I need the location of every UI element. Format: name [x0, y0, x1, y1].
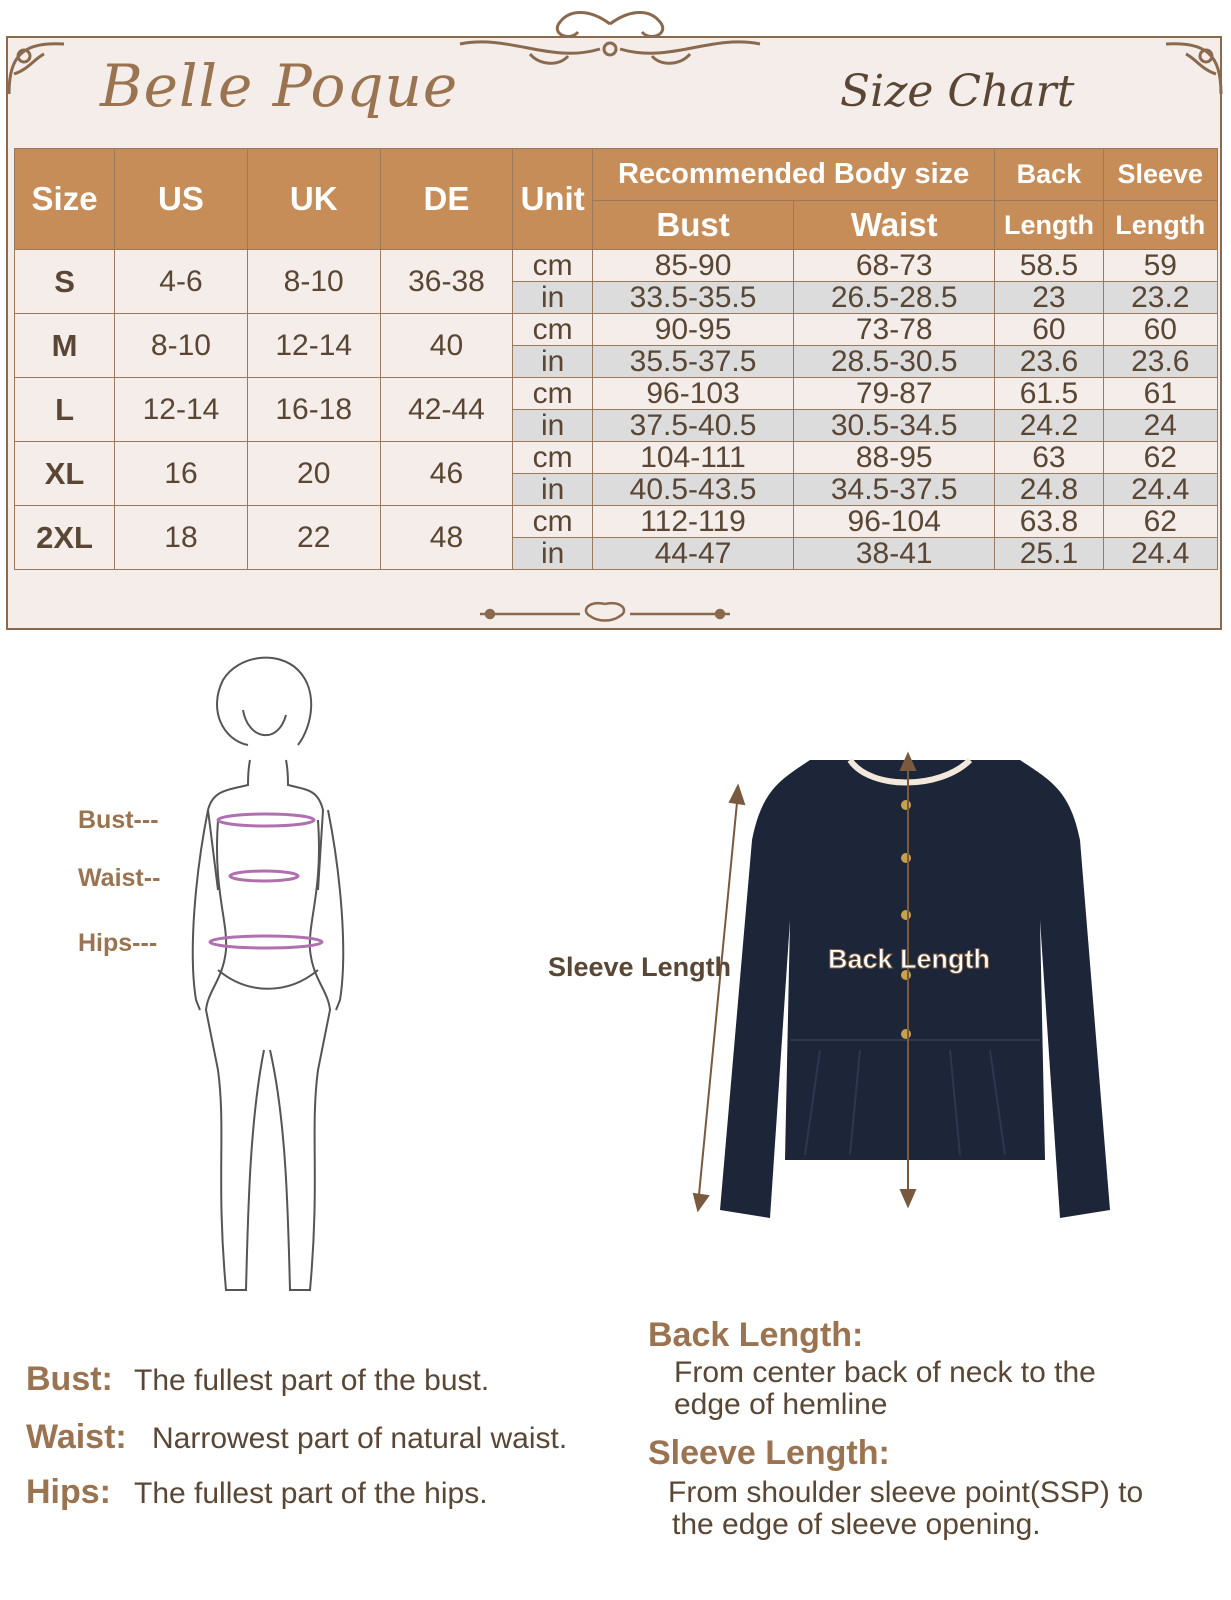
in-sleeve-cell: 23.2	[1103, 282, 1217, 314]
de-size-cell: 46	[380, 442, 513, 506]
corner-left-ornament	[4, 34, 74, 104]
in-waist-cell: 34.5-37.5	[794, 474, 995, 506]
in-back-cell: 23.6	[995, 346, 1103, 378]
size-table	[14, 148, 1218, 570]
in-bust-cell: 37.5-40.5	[592, 410, 793, 442]
cm-sleeve-cell: 60	[1103, 314, 1217, 346]
cm-unit-cell: cm	[513, 378, 593, 410]
in-sleeve-cell: 24.4	[1103, 474, 1217, 506]
sleeve-length-definition-term: Sleeve Length:	[648, 1434, 890, 1472]
cm-sleeve-cell: 59	[1103, 250, 1217, 282]
size-cell: S	[15, 250, 115, 314]
header-back-2: Length	[995, 201, 1103, 250]
cm-unit-cell: cm	[513, 250, 593, 282]
back-length-definition-term: Back Length:	[648, 1316, 864, 1354]
cm-bust-cell: 85-90	[592, 250, 793, 282]
de-size-cell: 42-44	[380, 378, 513, 442]
in-unit-cell: in	[513, 410, 593, 442]
cm-bust-cell: 90-95	[592, 314, 793, 346]
header-us: US	[115, 149, 248, 250]
sleeve-length-definition-line-2: the edge of sleeve opening.	[672, 1508, 1041, 1541]
uk-size-cell: 12-14	[247, 314, 380, 378]
us-size-cell: 18	[115, 506, 248, 570]
table-row	[15, 506, 1218, 538]
hips-definition-term: Hips:	[26, 1473, 111, 1511]
uk-size-cell: 22	[247, 506, 380, 570]
cm-sleeve-cell: 62	[1103, 506, 1217, 538]
uk-size-cell: 20	[247, 442, 380, 506]
in-unit-cell: in	[513, 346, 593, 378]
in-unit-cell: in	[513, 474, 593, 506]
header-waist: Waist	[794, 201, 995, 250]
table-row	[15, 442, 1218, 474]
de-size-cell: 48	[380, 506, 513, 570]
back-length-label: Back Length	[828, 944, 991, 974]
us-size-cell: 8-10	[115, 314, 248, 378]
page-title: Size Chart	[840, 66, 1075, 117]
cm-bust-cell: 104-111	[592, 442, 793, 474]
sleeve-length-definition-line-1: From shoulder sleeve point(SSP) to	[668, 1476, 1144, 1509]
in-waist-cell: 28.5-30.5	[794, 346, 995, 378]
cm-sleeve-cell: 61	[1103, 378, 1217, 410]
bust-label: Bust---	[78, 806, 159, 834]
cm-bust-cell: 96-103	[592, 378, 793, 410]
cm-waist-cell: 96-104	[794, 506, 995, 538]
in-unit-cell: in	[513, 282, 593, 314]
cm-bust-cell: 112-119	[592, 506, 793, 538]
de-size-cell: 36-38	[380, 250, 513, 314]
in-waist-cell: 38-41	[794, 538, 995, 570]
jacket-illustration	[690, 750, 1130, 1230]
back-length-definition-line-1: From center back of neck to the	[674, 1356, 1096, 1389]
cm-sleeve-cell: 62	[1103, 442, 1217, 474]
in-waist-cell: 26.5-28.5	[794, 282, 995, 314]
size-cell: XL	[15, 442, 115, 506]
header-unit: Unit	[513, 149, 593, 250]
in-bust-cell: 40.5-43.5	[592, 474, 793, 506]
cm-back-cell: 60	[995, 314, 1103, 346]
cm-unit-cell: cm	[513, 314, 593, 346]
header-uk: UK	[247, 149, 380, 250]
uk-size-cell: 8-10	[247, 250, 380, 314]
header-size: Size	[15, 149, 115, 250]
uk-size-cell: 16-18	[247, 378, 380, 442]
cm-waist-cell: 79-87	[794, 378, 995, 410]
cm-back-cell: 58.5	[995, 250, 1103, 282]
table-row	[15, 314, 1218, 346]
size-cell: L	[15, 378, 115, 442]
in-waist-cell: 30.5-34.5	[794, 410, 995, 442]
header-bust: Bust	[592, 201, 793, 250]
size-cell: M	[15, 314, 115, 378]
in-back-cell: 23	[995, 282, 1103, 314]
in-back-cell: 24.8	[995, 474, 1103, 506]
cm-waist-cell: 73-78	[794, 314, 995, 346]
cm-back-cell: 61.5	[995, 378, 1103, 410]
brand-logo: Belle Poque	[100, 52, 459, 120]
sleeve-length-label: Sleeve Length	[548, 952, 732, 982]
bust-definition-term: Bust:	[26, 1360, 113, 1398]
us-size-cell: 16	[115, 442, 248, 506]
header-sleeve-1: Sleeve	[1103, 149, 1217, 201]
hips-definition-text: The fullest part of the hips.	[134, 1477, 488, 1510]
corner-right-ornament	[1156, 34, 1226, 104]
cm-waist-cell: 68-73	[794, 250, 995, 282]
header-sleeve-2: Length	[1103, 201, 1217, 250]
in-sleeve-cell: 23.6	[1103, 346, 1217, 378]
in-sleeve-cell: 24	[1103, 410, 1217, 442]
header-de: DE	[380, 149, 513, 250]
in-back-cell: 24.2	[995, 410, 1103, 442]
bust-definition-text: The fullest part of the bust.	[134, 1364, 490, 1397]
waist-label: Waist--	[78, 864, 161, 892]
waist-definition-term: Waist:	[26, 1418, 127, 1456]
header-back-1: Back	[995, 149, 1103, 201]
us-size-cell: 12-14	[115, 378, 248, 442]
size-cell: 2XL	[15, 506, 115, 570]
table-row	[15, 250, 1218, 282]
top-flourish-ornament	[450, 4, 770, 74]
in-sleeve-cell: 24.4	[1103, 538, 1217, 570]
cm-back-cell: 63.8	[995, 506, 1103, 538]
in-unit-cell: in	[513, 538, 593, 570]
in-bust-cell: 35.5-37.5	[592, 346, 793, 378]
back-length-definition-line-2: edge of hemline	[674, 1388, 888, 1421]
cm-back-cell: 63	[995, 442, 1103, 474]
cm-unit-cell: cm	[513, 442, 593, 474]
cm-unit-cell: cm	[513, 506, 593, 538]
in-back-cell: 25.1	[995, 538, 1103, 570]
bottom-flourish-ornament	[470, 596, 740, 630]
in-bust-cell: 33.5-35.5	[592, 282, 793, 314]
de-size-cell: 40	[380, 314, 513, 378]
header-recommended: Recommended Body size	[592, 149, 994, 201]
hips-label: Hips---	[78, 929, 158, 957]
cm-waist-cell: 88-95	[794, 442, 995, 474]
us-size-cell: 4-6	[115, 250, 248, 314]
in-bust-cell: 44-47	[592, 538, 793, 570]
table-row	[15, 378, 1218, 410]
waist-definition-text: Narrowest part of natural waist.	[152, 1422, 568, 1455]
body-figure-illustration	[178, 650, 358, 1300]
